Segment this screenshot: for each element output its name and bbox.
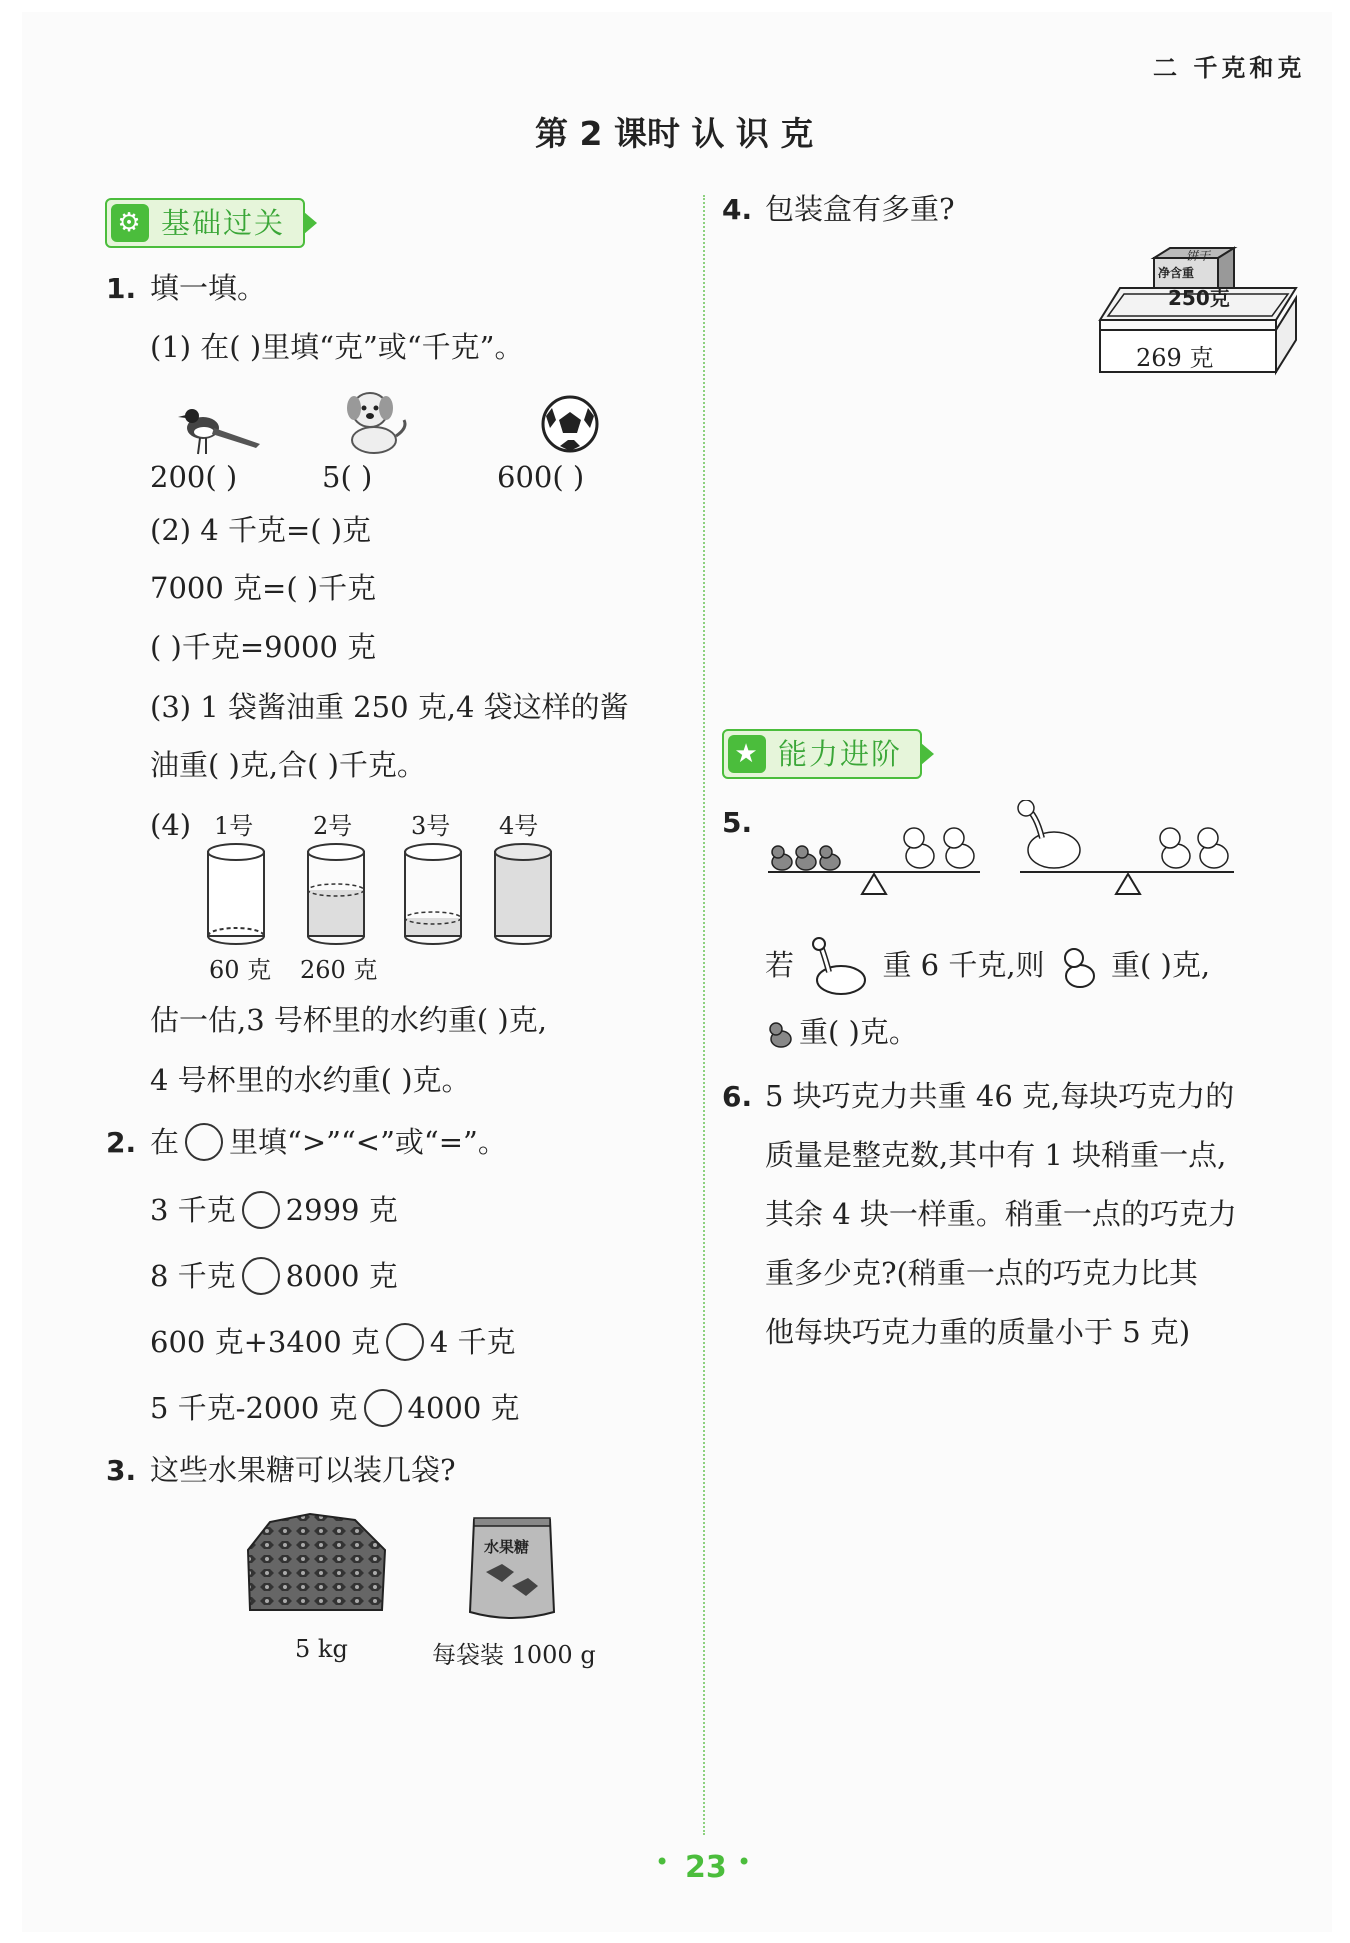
cup-label-2: 2号	[313, 812, 353, 840]
q6-line: 重多少克?(稍重一点的巧克力比其	[765, 1256, 1198, 1290]
question-number: 5.	[722, 806, 753, 839]
soccer-ball-icon	[540, 394, 600, 454]
box-label-top: 饼干	[1186, 249, 1211, 263]
q6-line: 5 块巧克力共重 46 克,每块巧克力的	[765, 1079, 1235, 1113]
candy-pile-icon	[240, 1510, 390, 1620]
q5-line2	[765, 1012, 918, 1052]
cups-illustration	[200, 840, 560, 950]
cup-weight-1: 60 克	[209, 956, 272, 984]
compare-row	[150, 1388, 520, 1429]
magpie-icon	[178, 398, 262, 456]
section-label: 能力进阶	[778, 737, 903, 771]
text-part: 重( )克,	[1111, 948, 1211, 982]
balance-scales-illustration	[764, 800, 1244, 900]
compare-row	[150, 1256, 398, 1297]
section-badge-basic	[105, 198, 305, 248]
question-number: 6.	[722, 1080, 753, 1113]
q6-line: 质量是整克数,其中有 1 块稍重一点,	[765, 1138, 1227, 1172]
runner-icon: ★	[728, 735, 766, 773]
q1-part4-label: (4)	[150, 808, 192, 842]
compare-left: 3 千克	[150, 1193, 236, 1227]
arrow-icon	[304, 212, 317, 234]
cup-2	[308, 844, 364, 944]
question-number: 3.	[106, 1454, 137, 1487]
question-stem: 包装盒有多重?	[765, 192, 955, 226]
bag-capacity-label: 每袋装 1000 g	[432, 1641, 596, 1669]
q6-line: 他每块巧克力重的质量小于 5 克)	[765, 1315, 1191, 1349]
text-part: 重( )克。	[799, 1015, 918, 1049]
cup-label-1: 1号	[214, 812, 254, 840]
question-stem: 填一填。	[150, 271, 267, 305]
q1-part4-line1: 估一估,3 号杯里的水约重( )克,	[150, 1003, 547, 1037]
arrow-icon	[921, 743, 934, 765]
box-weight: 250克	[1168, 286, 1230, 310]
cup-3	[405, 844, 461, 944]
chick-icon	[765, 1019, 795, 1049]
compare-circle[interactable]	[364, 1389, 402, 1427]
q1-part2-line1: (2) 4 千克=( )克	[150, 513, 372, 547]
stem-part: 在	[150, 1125, 180, 1159]
cup-label-4: 4号	[499, 812, 539, 840]
cup-1	[208, 844, 264, 944]
q1-part3-line1: (3) 1 袋酱油重 250 克,4 袋这样的酱	[150, 690, 629, 724]
compare-right: 4 千克	[429, 1325, 516, 1359]
puppy-icon	[342, 388, 414, 456]
dot-left: •	[655, 1848, 670, 1876]
text-part: 重 6 千克,则	[882, 948, 1045, 982]
gear-icon: ⚙	[111, 204, 149, 242]
scale-reading: 269 克	[1136, 344, 1214, 372]
duckling-icon	[1058, 944, 1098, 990]
compare-right: 8000 克	[285, 1259, 398, 1293]
compare-left: 5 千克-2000 克	[150, 1391, 358, 1425]
blank-bird: 200( )	[150, 460, 238, 494]
q1-part4-line2: 4 号杯里的水约重( )克。	[150, 1063, 471, 1097]
candy-bag-text: 水果糖	[484, 1538, 530, 1556]
section-label: 基础过关	[161, 206, 286, 240]
q1-part1: (1) 在( )里填“克”或“千克”。	[150, 330, 524, 364]
candy-bag-icon	[462, 1512, 562, 1624]
compare-circle[interactable]	[242, 1191, 280, 1229]
question-number: 4.	[722, 193, 753, 226]
cup-label-3: 3号	[411, 812, 451, 840]
chapter-header: 二 千克和克	[1153, 54, 1306, 82]
compare-left: 600 克+3400 克	[150, 1325, 380, 1359]
column-divider	[703, 195, 705, 1835]
compare-right: 4000 克	[407, 1391, 520, 1425]
cup-weight-2: 260 克	[300, 956, 378, 984]
cup-4	[495, 844, 551, 944]
compare-left: 8 千克	[150, 1259, 236, 1293]
compare-right: 2999 克	[285, 1193, 398, 1227]
lesson-title: 第 2 课时 认 识 克	[535, 114, 814, 153]
blank-ball: 600( )	[497, 460, 585, 494]
question-stem	[150, 1122, 507, 1163]
pile-weight-label: 5 kg	[295, 1635, 348, 1663]
answer-circle-icon	[185, 1123, 223, 1161]
q1-part2-line3: ( )千克=9000 克	[150, 630, 377, 664]
question-number: 2.	[106, 1126, 137, 1159]
compare-circle[interactable]	[242, 1257, 280, 1295]
q1-part2-line2: 7000 克=( )千克	[150, 571, 377, 605]
question-number: 1.	[106, 272, 137, 305]
section-badge-advanced	[722, 729, 922, 779]
stem-part: 里填“>”“<”或“=”。	[229, 1125, 507, 1159]
text-part: 若	[765, 948, 795, 982]
blank-dog: 5( )	[322, 460, 373, 494]
compare-row	[150, 1190, 398, 1231]
question-stem: 这些水果糖可以装几袋?	[150, 1453, 456, 1487]
q6-line: 其余 4 块一样重。稍重一点的巧克力	[765, 1197, 1237, 1231]
dot-right: •	[737, 1848, 752, 1876]
goose-icon	[807, 936, 869, 998]
page-number: 23	[685, 1850, 727, 1885]
compare-circle[interactable]	[386, 1323, 424, 1361]
box-label-net: 净含重	[1158, 266, 1195, 280]
compare-row	[150, 1322, 516, 1363]
q5-line1	[765, 936, 1210, 998]
q1-part3-line2: 油重( )克,合( )千克。	[150, 748, 426, 782]
